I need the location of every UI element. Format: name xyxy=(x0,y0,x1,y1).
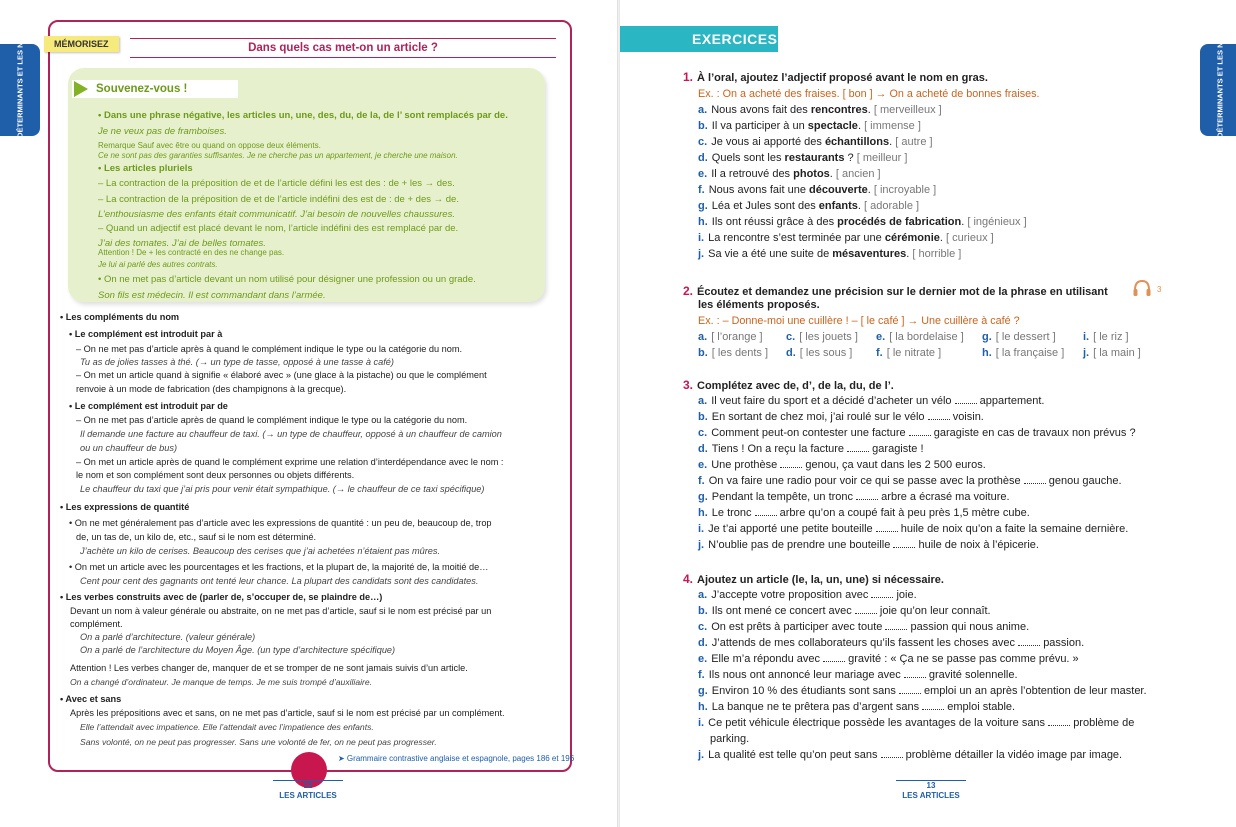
item-text: huile de noix à l’épicerie. xyxy=(918,539,1039,551)
item-hint: [ le nitrate ] xyxy=(886,347,942,359)
item-letter: a. xyxy=(698,104,708,116)
item-hint: [ le dessert ] xyxy=(995,331,1056,343)
exercise-item xyxy=(698,459,986,471)
exercise-item xyxy=(710,733,749,745)
exercise-item xyxy=(698,717,1134,729)
item-text: Nous avons fait une xyxy=(708,184,810,196)
item-letter: c. xyxy=(698,427,708,439)
item-letter: j. xyxy=(698,749,705,761)
item-letter: i. xyxy=(698,523,705,535)
item-text: . xyxy=(939,232,946,244)
exercise-item xyxy=(698,232,994,244)
item-text: . xyxy=(867,104,874,116)
item-letter: d. xyxy=(786,347,796,359)
reminder-line: • Dans une phrase négative, les articles un, une, des, du, de la, de l’ sont remplacés par de. xyxy=(98,110,508,121)
item-hint: [ les jouets ] xyxy=(799,331,858,343)
exercise-item xyxy=(698,701,1015,713)
blank-field[interactable] xyxy=(955,395,977,404)
exercise-instruction: Complétez avec de, d’, de la, du, de l’. xyxy=(697,380,894,392)
item-text: On va faire une radio pour voir ce qui se passe avec la prothèse xyxy=(708,475,1021,487)
item-letter: b. xyxy=(698,411,708,423)
section-tab xyxy=(0,25,40,155)
rule-line: – On ne met pas d’article après à quand le complément indique le type ou la catégorie du nom. xyxy=(76,344,463,354)
item-text: On est prêts à participer avec toute xyxy=(711,621,883,633)
item-hint: [ merveilleux ] xyxy=(873,104,942,116)
item-text: Il veut faire du sport et a décidé d’acheter un vélo xyxy=(711,395,952,407)
blank-field[interactable] xyxy=(876,523,898,532)
blank-field[interactable] xyxy=(755,507,777,516)
reminder-line: Son fils est médecin. Il est commandant dans l’armée. xyxy=(98,290,326,301)
exercise-number: 1. xyxy=(683,70,694,84)
blank-field[interactable] xyxy=(928,411,950,420)
reminder-line: L’enthousiasme des enfants était communicatif. J’ai besoin de nouvelles chaussures. xyxy=(98,209,455,220)
item-hint: [ l’orange ] xyxy=(711,331,763,343)
play-triangle-icon xyxy=(74,81,88,97)
exercise-item xyxy=(786,347,852,359)
item-letter: j. xyxy=(698,248,705,260)
item-text: garagiste en cas de travaux non prévus ? xyxy=(933,427,1136,439)
item-letter: b. xyxy=(698,347,708,359)
blank-field[interactable] xyxy=(881,749,903,758)
reminder-heading-label: Souvenez-vous ! xyxy=(96,83,188,95)
item-hint: [ horrible ] xyxy=(912,248,962,260)
item-letter: e. xyxy=(698,459,708,471)
exercise-title xyxy=(683,70,988,84)
item-text: passion qui nous anime. xyxy=(910,621,1030,633)
item-text: N’oublie pas de prendre une bouteille xyxy=(708,539,891,551)
item-letter: d. xyxy=(698,443,708,455)
item-letter: f. xyxy=(698,184,705,196)
exercise-instruction: Ajoutez un article (le, la, un, une) si nécessaire. xyxy=(697,574,944,586)
exercise-title xyxy=(683,284,1108,298)
section-tab-label: LES DÉTERMINANTS ET LES NOMS xyxy=(1215,25,1225,155)
item-letter: d. xyxy=(698,152,708,164)
rule-line: On a parlé de l’architecture du Moyen Âge. (un type d’architecture spécifique) xyxy=(80,645,396,655)
blank-field[interactable] xyxy=(871,589,893,598)
item-text: Je vous ai apporté des xyxy=(711,136,825,148)
blank-field[interactable] xyxy=(1024,475,1046,484)
item-letter: h. xyxy=(698,216,708,228)
item-text: Elle m’a répondu avec xyxy=(711,653,821,665)
item-letter: c. xyxy=(698,621,708,633)
exercise-item xyxy=(698,637,1084,649)
item-letter: a. xyxy=(698,395,708,407)
exercise-title xyxy=(683,378,894,392)
exercise-item xyxy=(698,136,933,148)
item-letter: a. xyxy=(698,331,708,343)
page-number: 13 xyxy=(926,781,936,790)
exercise-example: Ex. : On a acheté des fraises. [ bon ] → On a acheté de bonnes fraises. xyxy=(698,88,1040,100)
item-letter: b. xyxy=(698,605,708,617)
item-text: Comment peut-on contester une facture xyxy=(711,427,906,439)
item-letter: g. xyxy=(982,331,992,343)
rule-line: Cent pour cent des gagnants ont tenté leur chance. La plupart des candidats sont des candidates. xyxy=(80,576,479,586)
section-tab xyxy=(1200,25,1236,155)
rule-line: • Le complément est introduit par à xyxy=(69,329,223,339)
rule-line: • On met un article avec les pourcentages et les fractions, et la plupart de, la majorité de, la moitié de… xyxy=(69,562,489,572)
item-text: Ils nous ont annoncé leur mariage avec xyxy=(708,669,901,681)
item-text: . xyxy=(829,168,836,180)
item-text: emploi stable. xyxy=(947,701,1016,713)
rule-line: • Avec et sans xyxy=(60,694,122,704)
item-letter: f. xyxy=(876,347,883,359)
reminder-line: • Les articles pluriels xyxy=(98,163,193,174)
item-bold-noun: rencontres xyxy=(810,104,868,116)
exercise-item xyxy=(698,669,1018,681)
rule-line: – On met un article quand à signifie « élaboré avec » (une glace à la pistache) ou que le complément xyxy=(76,370,487,380)
blank-field[interactable] xyxy=(780,459,802,468)
item-hint: [ autre ] xyxy=(895,136,933,148)
item-letter: h. xyxy=(698,701,708,713)
exercise-item xyxy=(698,216,1027,228)
exercise-item xyxy=(698,248,961,260)
exercices-banner: EXERCICES xyxy=(620,26,778,52)
item-text: Léa et Jules sont des xyxy=(711,200,819,212)
grammar-reference-link[interactable]: ➤ Grammaire contrastive anglaise et espagnole, pages 186 et 196 xyxy=(338,754,575,763)
item-text: parking. xyxy=(710,733,750,745)
rule-line: Tu as de jolies tasses à thé. (→ un type de tasse, opposé à une tasse à café) xyxy=(80,357,394,367)
rule-line: • On ne met généralement pas d’article avec les expressions de quantité : un peu de, beaucoup de, trop xyxy=(69,518,492,528)
item-hint: [ meilleur ] xyxy=(856,152,908,164)
item-letter: g. xyxy=(698,685,708,697)
item-bold-noun: échantillons xyxy=(824,136,890,148)
item-letter: j. xyxy=(698,539,705,551)
rule-line: • Les compléments du nom xyxy=(60,312,180,322)
item-hint: [ les sous ] xyxy=(799,347,853,359)
item-text: . xyxy=(906,248,913,260)
blank-field[interactable] xyxy=(823,653,845,662)
item-hint: [ le riz ] xyxy=(1093,331,1129,343)
blank-field[interactable] xyxy=(1018,637,1040,646)
rule-line: le nom et son complément sont deux personnes ou objets différents. xyxy=(76,470,355,480)
item-text: huile de noix qu’on a faite la semaine dernière. xyxy=(900,523,1129,535)
item-text: Ils ont réussi grâce à des xyxy=(711,216,838,228)
reminder-line: Remarque Sauf avec être ou quand on oppose deux éléments. xyxy=(98,141,321,150)
rule-line: • Le complément est introduit par de xyxy=(69,401,228,411)
item-text: joie. xyxy=(896,589,917,601)
headphones-icon[interactable] xyxy=(1132,279,1152,297)
item-hint: [ la française ] xyxy=(995,347,1065,359)
rule-line: Il demande une facture au chauffeur de taxi. (→ un type de chauffeur, opposé à un chauffeur de camion xyxy=(80,429,502,439)
item-bold-noun: procédés de fabrication xyxy=(837,216,962,228)
exercise-item xyxy=(698,152,907,164)
item-letter: e. xyxy=(876,331,886,343)
item-text: Environ 10 % des étudiants sont sans xyxy=(711,685,896,697)
exercise-item xyxy=(876,331,964,343)
reminder-line: – La contraction de la préposition de et de l’article défini les est des : de + les → des. xyxy=(98,178,455,189)
exercise-item xyxy=(698,120,921,132)
exercise-item xyxy=(698,427,1136,439)
reminder-line: Attention ! De + les contracté en des ne change pas. xyxy=(98,248,285,257)
exercise-example: Ex. : – Donne-moi une cuillère ! – [ le café ] → Une cuillère à café ? xyxy=(698,315,1020,327)
exercise-item xyxy=(698,653,1079,665)
item-bold-noun: mésaventures xyxy=(832,248,907,260)
item-text: joie qu’on leur connaît. xyxy=(879,605,991,617)
item-text: Quels sont les xyxy=(711,152,785,164)
item-letter: j. xyxy=(1083,347,1090,359)
reminder-line: J’ai des tomates. J’ai de belles tomates. xyxy=(98,238,266,249)
item-letter: b. xyxy=(698,120,708,132)
page-footer-right xyxy=(896,780,966,801)
blank-field[interactable] xyxy=(899,685,921,694)
item-hint: [ curieux ] xyxy=(946,232,994,244)
blank-field[interactable] xyxy=(855,605,877,614)
item-text: Nous avons fait des xyxy=(711,104,811,116)
exercise-item xyxy=(698,621,1029,633)
item-text: Je t’ai apporté une petite bouteille xyxy=(708,523,873,535)
exercise-item xyxy=(982,347,1064,359)
rule-line: complément. xyxy=(70,619,123,629)
rule-line: Après les prépositions avec et sans, on ne met pas d’article, sauf si le nom est précisé par un complément. xyxy=(70,708,505,718)
item-text: gravité : « Ça ne se passe pas comme prévu. » xyxy=(848,653,1079,665)
item-letter: i. xyxy=(698,232,705,244)
item-letter: d. xyxy=(698,637,708,649)
item-letter: g. xyxy=(698,200,708,212)
item-text: genou gauche. xyxy=(1048,475,1122,487)
exercise-item xyxy=(698,605,991,617)
exercise-item xyxy=(698,168,881,180)
item-text: . xyxy=(889,136,896,148)
exercise-item xyxy=(698,507,1030,519)
item-text: appartement. xyxy=(979,395,1045,407)
reminder-line: – Quand un adjectif est placé devant le nom, l’article indéfini des est remplacé par de. xyxy=(98,223,459,234)
item-text: voisin. xyxy=(952,411,984,423)
item-hint: [ adorable ] xyxy=(864,200,920,212)
exercise-instruction: Écoutez et demandez une précision sur le dernier mot de la phrase en utilisant xyxy=(697,286,1108,298)
item-letter: h. xyxy=(698,507,708,519)
exercise-item xyxy=(698,475,1122,487)
item-text: genou, ça vaut dans les 2 500 euros. xyxy=(805,459,986,471)
item-hint: [ incroyable ] xyxy=(873,184,937,196)
item-text: arbre qu’on a coupé fait à peu près 1,5 mètre cube. xyxy=(779,507,1030,519)
reminder-line: • On ne met pas d’article devant un nom utilisé pour désigner une profession ou un grade. xyxy=(98,274,476,285)
reminder-line: Ce ne sont pas des garanties suffisantes. Je ne cherche pas un appartement, je cherche une maison. xyxy=(98,151,458,160)
item-text: problème de xyxy=(1073,717,1135,729)
exercise-instruction: les éléments proposés. xyxy=(698,299,820,311)
item-bold-noun: spectacle xyxy=(807,120,858,132)
rule-line: – On ne met pas d’article après de quand le complément indique le type ou la catégorie du nom. xyxy=(76,415,468,425)
item-hint: [ la bordelaise ] xyxy=(889,331,964,343)
exercise-item xyxy=(698,411,984,423)
memo-tag: MÉMORISEZ xyxy=(44,36,119,52)
item-text: Pendant la tempête, un tronc xyxy=(711,491,854,503)
exercise-item xyxy=(698,749,1122,761)
reminder-line: Je lui ai parlé des autres contrats. xyxy=(98,260,218,269)
rule-line: Devant un nom à valeur générale ou abstraite, on ne met pas d’article, sauf si le nom est précisé par un xyxy=(70,606,492,616)
rule-line: – On met un article après de quand le complément exprime une relation d’interdépendance avec le nom : xyxy=(76,457,504,467)
reminder-heading xyxy=(72,80,238,98)
item-letter: c. xyxy=(786,331,796,343)
item-text: En sortant de chez moi, j’ai roulé sur le vélo xyxy=(711,411,925,423)
rule-line: On a changé d’ordinateur. Je manque de temps. Je me suis trompé d’auxiliaire. xyxy=(70,677,373,687)
item-letter: e. xyxy=(698,168,708,180)
item-text: Il a retrouvé des xyxy=(711,168,794,180)
exercise-item xyxy=(698,523,1128,535)
item-text: Le tronc xyxy=(711,507,752,519)
rule-line: Attention ! Les verbes changer de, manquer de et se tromper de ne sont jamais suivis d’un article. xyxy=(70,663,468,673)
item-letter: c. xyxy=(698,136,708,148)
item-letter: a. xyxy=(698,589,708,601)
item-text: Tiens ! On a reçu la facture xyxy=(711,443,845,455)
blank-field[interactable] xyxy=(847,443,869,452)
item-bold-noun: cérémonie xyxy=(884,232,940,244)
exercise-item xyxy=(698,184,936,196)
exercise-item xyxy=(786,331,858,343)
exercise-item xyxy=(876,347,941,359)
item-text: Il va participer à un xyxy=(711,120,808,132)
blank-field[interactable] xyxy=(909,427,931,436)
rule-line: On a parlé d’architecture. (valeur générale) xyxy=(80,632,256,642)
item-text: J’attends de mes collaborateurs qu’ils fassent les choses avec xyxy=(711,637,1016,649)
exercise-number: 2. xyxy=(683,284,694,298)
item-bold-noun: restaurants xyxy=(784,152,845,164)
rule-line: Le chauffeur du taxi que j’ai pris pour venir était sympathique. (→ le chauffeur de ce taxi spécifique) xyxy=(80,484,485,494)
reminder-line: Je ne veux pas de framboises. xyxy=(98,126,227,137)
exercise-number: 4. xyxy=(683,572,694,586)
item-bold-noun: découverte xyxy=(809,184,868,196)
exercise-item xyxy=(698,539,1039,551)
exercise-item xyxy=(982,331,1056,343)
rule-line: • Les expressions de quantité xyxy=(60,502,190,512)
item-hint: [ la main ] xyxy=(1093,347,1141,359)
reminder-line: – La contraction de la préposition de et de l’article indéfini des est de : de + des → de. xyxy=(98,194,459,205)
exercise-item xyxy=(698,104,942,116)
item-letter: i. xyxy=(1083,331,1090,343)
exercise-item xyxy=(698,347,768,359)
blank-field[interactable] xyxy=(893,539,915,548)
page-label: LES ARTICLES xyxy=(279,791,337,800)
item-text: passion. xyxy=(1043,637,1085,649)
item-text: La rencontre s’est terminée par une xyxy=(708,232,885,244)
rule-line: J’achète un kilo de cerises. Beaucoup des cerises que j’ai achetées n’étaient pas mûres. xyxy=(80,546,441,556)
item-text: . xyxy=(961,216,968,228)
audio-track-number: 3 xyxy=(1157,285,1162,294)
item-text: ? xyxy=(844,152,857,164)
blank-field[interactable] xyxy=(1048,717,1070,726)
exercise-item xyxy=(698,589,917,601)
item-bold-noun: enfants xyxy=(818,200,858,212)
exercise-item xyxy=(698,685,1147,697)
page-footer-left xyxy=(273,780,343,801)
item-bold-noun: photos xyxy=(793,168,830,180)
section-tab-label: LES DÉTERMINANTS ET LES NOMS xyxy=(15,25,25,155)
exercise-item xyxy=(698,491,1010,503)
page-label: LES ARTICLES xyxy=(902,791,960,800)
exercise-item xyxy=(698,443,924,455)
rule-line: Elle l’attendait avec impatience. Elle l’attendait avec l’impatience des enfants. xyxy=(80,722,374,732)
item-text: . xyxy=(857,200,865,212)
item-letter: i. xyxy=(698,717,705,729)
rule-line: • Les verbes construits avec de (parler de, s’occuper de, se plaindre de…) xyxy=(60,592,383,602)
blank-field[interactable] xyxy=(904,669,926,678)
item-text: . xyxy=(867,184,874,196)
exercise-item xyxy=(1083,347,1141,359)
item-text: problème détailler la vidéo image par image. xyxy=(905,749,1123,761)
item-text: Ils ont mené ce concert avec xyxy=(711,605,852,617)
item-text: Ce petit véhicule électrique possède les avantages de la voiture sans xyxy=(708,717,1046,729)
exercise-item xyxy=(698,395,1044,407)
exercise-instruction: À l’oral, ajoutez l’adjectif proposé avant le nom en gras. xyxy=(697,72,988,84)
rule-line: Sans volonté, on ne peut pas progresser. Sans une volonté de fer, on ne peut pas progresser. xyxy=(80,737,437,747)
item-text: . xyxy=(857,120,865,132)
item-text: Une prothèse xyxy=(711,459,778,471)
blank-field[interactable] xyxy=(922,701,944,710)
rule-line: ou un chauffeur de bus) xyxy=(80,443,178,453)
blank-field[interactable] xyxy=(885,621,907,630)
item-text: emploi un an après l’obtention de leur master. xyxy=(923,685,1147,697)
item-text: arbre a écrasé ma voiture. xyxy=(881,491,1010,503)
exercise-title xyxy=(683,572,944,586)
item-letter: g. xyxy=(698,491,708,503)
item-text: Sa vie a été une suite de xyxy=(708,248,833,260)
item-letter: f. xyxy=(698,669,705,681)
item-hint: [ les dents ] xyxy=(711,347,769,359)
item-text: J’accepte votre proposition avec xyxy=(711,589,869,601)
exercise-item xyxy=(698,200,919,212)
exercise-number: 3. xyxy=(683,378,694,392)
item-text: gravité solennelle. xyxy=(928,669,1018,681)
item-letter: h. xyxy=(982,347,992,359)
rule-line: renvoie à un mode de fabrication (des champignons à la grecque). xyxy=(76,384,347,394)
exercise-item xyxy=(698,331,763,343)
item-letter: e. xyxy=(698,653,708,665)
item-hint: [ ingénieux ] xyxy=(967,216,1027,228)
item-letter: f. xyxy=(698,475,705,487)
item-text: La qualité est telle qu’on peut sans xyxy=(708,749,878,761)
item-text: garagiste ! xyxy=(872,443,924,455)
item-hint: [ immense ] xyxy=(864,120,921,132)
item-text: La banque ne te prêtera pas d’argent sans xyxy=(711,701,920,713)
page-number: 12 xyxy=(303,781,313,790)
exercise-item xyxy=(1083,331,1129,343)
rule-line: de, un tas de, un kilo de, etc., sauf si le nom est déterminé. xyxy=(76,532,317,542)
item-hint: [ ancien ] xyxy=(835,168,881,180)
page-title: Dans quels cas met-on un article ? xyxy=(130,38,556,58)
blank-field[interactable] xyxy=(856,491,878,500)
